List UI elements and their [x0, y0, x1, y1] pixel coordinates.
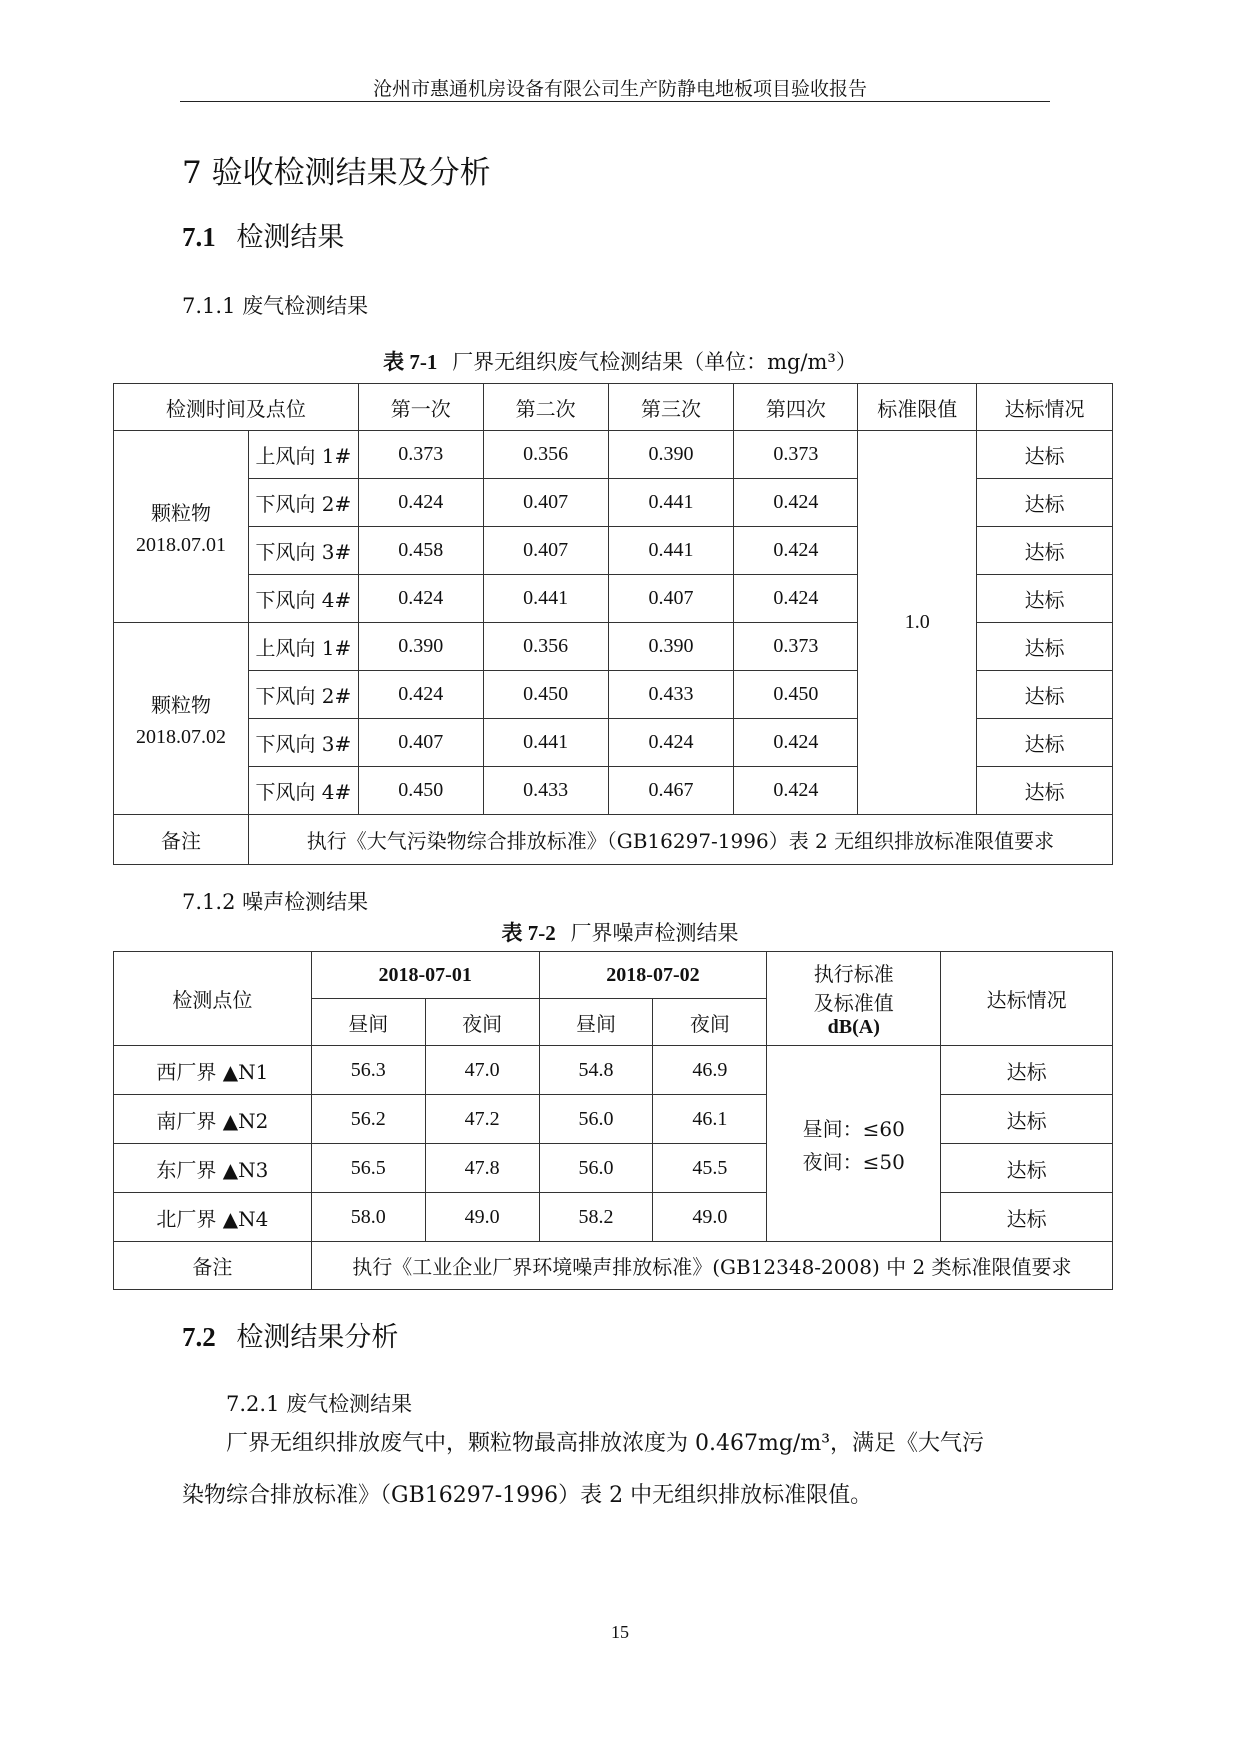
- status-cell: 达标: [977, 479, 1113, 527]
- value-cell: 0.450: [483, 671, 608, 719]
- value-cell: 0.458: [358, 527, 483, 575]
- value-cell: 56.3: [311, 1046, 425, 1095]
- point-cell: 下风向 2#: [248, 671, 358, 719]
- value-cell: 0.424: [734, 767, 858, 815]
- point-cell: 上风向 1#: [248, 431, 358, 479]
- header-date-2: 2018-07-02: [539, 952, 767, 999]
- group-date: 2018.07.01: [135, 533, 226, 556]
- status-cell: 达标: [941, 1095, 1113, 1144]
- note-label: 备注: [114, 1242, 312, 1290]
- value-cell: 0.390: [608, 623, 734, 671]
- value-cell: 0.390: [358, 623, 483, 671]
- value-cell: 56.0: [539, 1095, 653, 1144]
- value-cell: 49.0: [653, 1193, 767, 1242]
- value-cell: 0.467: [608, 767, 734, 815]
- value-cell: 0.424: [358, 575, 483, 623]
- value-cell: 46.9: [653, 1046, 767, 1095]
- value-cell: 0.407: [608, 575, 734, 623]
- point-cell: 东厂界 ▲N3: [114, 1144, 312, 1193]
- group-label: [114, 431, 249, 623]
- table-1-caption-text: 厂界无组织废气检测结果（单位：mg/m³）: [452, 350, 857, 374]
- note-text: 执行《大气污染物综合排放标准》（GB16297-1996）表 2 无组织排放标准限值要求: [248, 815, 1112, 865]
- value-cell: 54.8: [539, 1046, 653, 1095]
- header-standard: [767, 952, 941, 1046]
- value-cell: 56.0: [539, 1144, 653, 1193]
- value-cell: 0.424: [734, 575, 858, 623]
- table-2-caption-text: 厂界噪声检测结果: [570, 921, 739, 945]
- header-status: 达标情况: [941, 952, 1113, 1046]
- table-1-header-row: [114, 384, 1113, 431]
- header-divider: [180, 101, 1050, 102]
- point-cell: 西厂界 ▲N1: [114, 1046, 312, 1095]
- value-cell: 0.433: [483, 767, 608, 815]
- limit-cell: 1.0: [858, 431, 977, 815]
- header-first: 第一次: [358, 384, 483, 431]
- header-standard-unit: dB(A): [827, 1016, 880, 1038]
- status-cell: 达标: [941, 1193, 1113, 1242]
- status-cell: 达标: [977, 767, 1113, 815]
- point-cell: 下风向 4#: [248, 767, 358, 815]
- section-7-2-1-heading: 7.2.1 废气检测结果: [226, 1392, 413, 1416]
- value-cell: 0.424: [734, 479, 858, 527]
- value-cell: 0.441: [608, 527, 734, 575]
- section-7-1-1-heading: 7.1.1 废气检测结果: [182, 294, 369, 318]
- analysis-line-1: 厂界无组织排放废气中，颗粒物最高排放浓度为 0.467mg/m³，满足《大气污: [226, 1431, 985, 1456]
- section-7-1-title: 检测结果: [236, 222, 345, 253]
- value-cell: 0.373: [734, 431, 858, 479]
- value-cell: 0.450: [358, 767, 483, 815]
- value-cell: 0.424: [734, 527, 858, 575]
- table-row: [114, 1144, 1113, 1193]
- value-cell: 47.2: [425, 1095, 539, 1144]
- status-cell: 达标: [941, 1046, 1113, 1095]
- header-standard-line1: 执行标准: [813, 962, 894, 986]
- value-cell: 46.1: [653, 1095, 767, 1144]
- value-cell: 0.390: [608, 431, 734, 479]
- table-row: [114, 1095, 1113, 1144]
- section-7-2-number: 7.2: [182, 1322, 216, 1352]
- point-cell: 南厂界 ▲N2: [114, 1095, 312, 1144]
- value-cell: 47.8: [425, 1144, 539, 1193]
- group-label: [114, 623, 249, 815]
- table-2-note-row: [114, 1242, 1113, 1290]
- header-point: 检测点位: [114, 952, 312, 1046]
- section-7-1-2-heading: 7.1.2 噪声检测结果: [182, 890, 369, 914]
- value-cell: 0.356: [483, 431, 608, 479]
- table-2-caption: [0, 917, 1240, 947]
- group-pollutant: 颗粒物: [150, 692, 211, 717]
- status-cell: 达标: [977, 431, 1113, 479]
- table-1-caption: [0, 346, 1240, 376]
- page-number: 15: [611, 1622, 629, 1642]
- standard-day: 昼间：≤60: [802, 1116, 905, 1141]
- section-7-2-title: 检测结果分析: [236, 1322, 399, 1353]
- value-cell: 0.441: [483, 575, 608, 623]
- value-cell: 0.356: [483, 623, 608, 671]
- value-cell: 0.424: [358, 479, 483, 527]
- header-fourth: 第四次: [734, 384, 858, 431]
- section-7-heading: 7 验收检测结果及分析: [182, 155, 491, 191]
- point-cell: 下风向 2#: [248, 479, 358, 527]
- group-pollutant: 颗粒物: [150, 500, 211, 525]
- header-status: 达标情况: [977, 384, 1113, 431]
- status-cell: 达标: [977, 575, 1113, 623]
- value-cell: 56.2: [311, 1095, 425, 1144]
- header-date-1: 2018-07-01: [311, 952, 539, 999]
- note-text: 执行《工业企业厂界环境噪声排放标准》(GB12348-2008) 中 2 类标准限值要求: [311, 1242, 1112, 1290]
- header-second: 第二次: [483, 384, 608, 431]
- value-cell: 58.2: [539, 1193, 653, 1242]
- value-cell: 45.5: [653, 1144, 767, 1193]
- status-cell: 达标: [977, 671, 1113, 719]
- section-7-1-number: 7.1: [182, 222, 216, 252]
- noise-table: [113, 951, 1113, 1290]
- group-date: 2018.07.02: [135, 725, 226, 748]
- analysis-line-2: 染物综合排放标准》（GB16297-1996）表 2 中无组织排放标准限值。: [182, 1483, 873, 1508]
- table-row: [114, 1046, 1113, 1095]
- header-day-1: 昼间: [311, 999, 425, 1046]
- point-cell: 下风向 4#: [248, 575, 358, 623]
- header-third: 第三次: [608, 384, 734, 431]
- value-cell: 47.0: [425, 1046, 539, 1095]
- standard-cell: [767, 1046, 941, 1242]
- value-cell: 0.450: [734, 671, 858, 719]
- standard-night: 夜间：≤50: [802, 1149, 905, 1174]
- table-row: [114, 431, 1113, 479]
- header-time-point: 检测时间及点位: [114, 384, 359, 431]
- value-cell: 0.424: [734, 719, 858, 767]
- value-cell: 56.5: [311, 1144, 425, 1193]
- note-label: 备注: [114, 815, 249, 865]
- waste-gas-table: [113, 383, 1113, 865]
- section-7-1-heading: [182, 215, 344, 254]
- section-7-2-heading: [182, 1315, 398, 1354]
- table-1-caption-number: 表 7-1: [383, 350, 438, 374]
- header-night-2: 夜间: [653, 999, 767, 1046]
- table-row: [114, 1193, 1113, 1242]
- header-night-1: 夜间: [425, 999, 539, 1046]
- value-cell: 0.373: [734, 623, 858, 671]
- value-cell: 0.407: [483, 479, 608, 527]
- table-2-header-row-1: [114, 952, 1113, 999]
- table-2-caption-number: 表 7-2: [501, 921, 556, 945]
- value-cell: 0.407: [358, 719, 483, 767]
- value-cell: 0.424: [608, 719, 734, 767]
- status-cell: 达标: [977, 719, 1113, 767]
- header-standard-line2: 及标准值: [813, 991, 894, 1015]
- value-cell: 0.424: [358, 671, 483, 719]
- value-cell: 0.373: [358, 431, 483, 479]
- page-header: 沧州市惠通机房设备有限公司生产防静电地板项目验收报告: [372, 78, 867, 100]
- header-limit: 标准限值: [858, 384, 977, 431]
- point-cell: 北厂界 ▲N4: [114, 1193, 312, 1242]
- point-cell: 下风向 3#: [248, 527, 358, 575]
- status-cell: 达标: [941, 1144, 1113, 1193]
- value-cell: 58.0: [311, 1193, 425, 1242]
- point-cell: 上风向 1#: [248, 623, 358, 671]
- value-cell: 0.441: [608, 479, 734, 527]
- value-cell: 0.433: [608, 671, 734, 719]
- header-day-2: 昼间: [539, 999, 653, 1046]
- status-cell: 达标: [977, 623, 1113, 671]
- value-cell: 49.0: [425, 1193, 539, 1242]
- point-cell: 下风向 3#: [248, 719, 358, 767]
- status-cell: 达标: [977, 527, 1113, 575]
- value-cell: 0.407: [483, 527, 608, 575]
- table-1-note-row: [114, 815, 1113, 865]
- value-cell: 0.441: [483, 719, 608, 767]
